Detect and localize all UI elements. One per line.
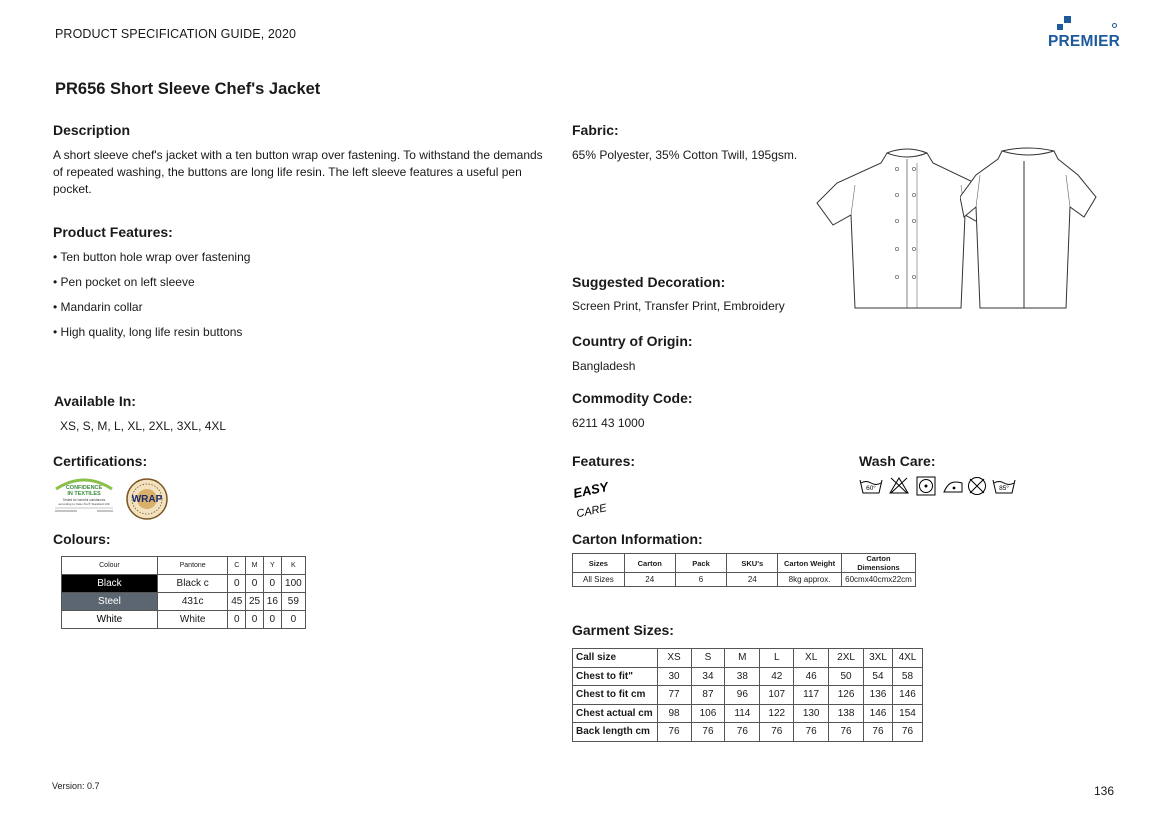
colour-k: 100 bbox=[281, 575, 305, 593]
size-row bbox=[573, 649, 923, 668]
care-text: CARE bbox=[575, 502, 608, 521]
logo-text: PREMIER bbox=[1048, 33, 1121, 50]
wrap-logo bbox=[125, 477, 169, 521]
size-cell: 46 bbox=[794, 667, 829, 686]
oeko-line: according to Oeko-Tex® Standard 100 bbox=[58, 502, 110, 506]
size-cell: 42 bbox=[760, 667, 794, 686]
oeko-line: IN TEXTILES bbox=[67, 491, 101, 497]
colours-col-header: C bbox=[228, 557, 246, 575]
feature-item: • Mandarin collar bbox=[53, 300, 143, 314]
size-cell: XL bbox=[794, 649, 829, 668]
garment-sizes-heading: Garment Sizes: bbox=[572, 622, 674, 638]
guide-title: PRODUCT SPECIFICATION GUIDE, 2020 bbox=[55, 27, 297, 41]
size-cell: 107 bbox=[760, 686, 794, 705]
carton-cell: 24 bbox=[727, 573, 778, 587]
size-cell: 2XL bbox=[829, 649, 864, 668]
tumble-dry-icon bbox=[917, 477, 935, 495]
decoration-text: Screen Print, Transfer Print, Embroidery bbox=[572, 299, 785, 313]
description-text: A short sleeve chef's jacket with a ten button wrap over fastening. To withstand the demands of repeated washing, the buttons are long life resin. The left sleeve features a useful pen pocket. bbox=[53, 148, 543, 196]
garment-sizes-table bbox=[572, 648, 923, 742]
carton-cell: 8kg approx. bbox=[778, 573, 842, 587]
size-row-label: Back length cm bbox=[573, 723, 658, 742]
colours-col-header: Colour bbox=[62, 557, 158, 575]
colours-col-header: Y bbox=[263, 557, 281, 575]
commodity-text: 6211 43 1000 bbox=[572, 416, 645, 430]
colour-m: 25 bbox=[246, 593, 264, 611]
features-icons-heading: Features: bbox=[572, 453, 636, 469]
size-row-label: Chest actual cm bbox=[573, 704, 658, 723]
premier-logo bbox=[1046, 16, 1121, 52]
wash-care-heading: Wash Care: bbox=[859, 453, 936, 469]
features-heading: Product Features: bbox=[53, 224, 173, 240]
carton-cell: 24 bbox=[624, 573, 675, 587]
size-cell: 76 bbox=[829, 723, 864, 742]
size-cell: 76 bbox=[892, 723, 922, 742]
feature-item: • Ten button hole wrap over fastening bbox=[53, 250, 251, 264]
jacket-back-illustration bbox=[960, 145, 1100, 313]
size-cell: 154 bbox=[892, 704, 922, 723]
colour-y: 0 bbox=[263, 575, 281, 593]
size-cell: 76 bbox=[760, 723, 794, 742]
size-cell: 126 bbox=[829, 686, 864, 705]
size-row-label: Chest to fit" bbox=[573, 667, 658, 686]
carton-cell: 6 bbox=[675, 573, 727, 587]
colour-row bbox=[62, 611, 306, 629]
easy-care-icon bbox=[570, 475, 610, 521]
size-cell: 76 bbox=[725, 723, 760, 742]
wash-60-icon bbox=[860, 480, 882, 493]
colour-y: 0 bbox=[263, 611, 281, 629]
size-cell: 30 bbox=[657, 667, 691, 686]
carton-col-header: Carton Weight bbox=[778, 554, 842, 573]
carton-col-header: Pack bbox=[675, 554, 727, 573]
size-cell: 87 bbox=[691, 686, 725, 705]
certifications-heading: Certifications: bbox=[53, 453, 148, 469]
size-cell: 76 bbox=[691, 723, 725, 742]
carton-col-header: Sizes bbox=[573, 554, 625, 573]
feature-item: • Pen pocket on left sleeve bbox=[53, 275, 195, 289]
oeko-line: CONFIDENCE bbox=[65, 485, 103, 491]
size-cell: 3XL bbox=[864, 649, 893, 668]
size-cell: 38 bbox=[725, 667, 760, 686]
size-cell: 98 bbox=[657, 704, 691, 723]
colour-name: Steel bbox=[62, 593, 158, 611]
no-dry-clean-icon bbox=[969, 478, 986, 495]
colour-k: 59 bbox=[281, 593, 305, 611]
size-cell: 146 bbox=[864, 704, 893, 723]
product-title: PR656 Short Sleeve Chef's Jacket bbox=[55, 80, 321, 98]
size-row bbox=[573, 686, 923, 705]
carton-col-header: SKU's bbox=[727, 554, 778, 573]
oeko-tex-logo bbox=[52, 475, 116, 515]
colour-c: 0 bbox=[228, 611, 246, 629]
carton-cell: 60cmx40cmx22cm bbox=[841, 573, 915, 587]
colour-pantone: Black c bbox=[157, 575, 228, 593]
wash-85-icon bbox=[993, 480, 1015, 493]
colour-row bbox=[62, 575, 306, 593]
carton-col-header: Carton bbox=[624, 554, 675, 573]
colours-table bbox=[61, 556, 306, 629]
size-cell: 76 bbox=[794, 723, 829, 742]
size-cell: 54 bbox=[864, 667, 893, 686]
size-cell: 106 bbox=[691, 704, 725, 723]
description-heading: Description bbox=[53, 122, 131, 138]
size-cell: XS bbox=[657, 649, 691, 668]
colours-heading: Colours: bbox=[53, 531, 111, 547]
page-number: 136 bbox=[1094, 784, 1115, 798]
size-cell: 114 bbox=[725, 704, 760, 723]
size-cell: 138 bbox=[829, 704, 864, 723]
size-cell: 76 bbox=[864, 723, 893, 742]
colour-pantone: 431c bbox=[157, 593, 228, 611]
size-cell: 130 bbox=[794, 704, 829, 723]
size-cell: M bbox=[725, 649, 760, 668]
colour-pantone: White bbox=[157, 611, 228, 629]
size-cell: 76 bbox=[657, 723, 691, 742]
available-heading: Available In: bbox=[54, 393, 136, 409]
size-cell: 122 bbox=[760, 704, 794, 723]
colour-m: 0 bbox=[246, 575, 264, 593]
size-cell: L bbox=[760, 649, 794, 668]
origin-text: Bangladesh bbox=[572, 359, 636, 373]
oeko-line: Tested for harmful substances bbox=[62, 498, 106, 502]
colour-m: 0 bbox=[246, 611, 264, 629]
colour-name: White bbox=[62, 611, 158, 629]
wash-care-icons bbox=[859, 474, 1037, 498]
wash-temp: 85° bbox=[999, 485, 1009, 492]
size-cell: 117 bbox=[794, 686, 829, 705]
wrap-text: WRAP bbox=[131, 494, 163, 505]
origin-heading: Country of Origin: bbox=[572, 333, 693, 349]
carton-cell: All Sizes bbox=[573, 573, 625, 587]
carton-col-header: Carton Dimensions bbox=[841, 554, 915, 573]
wash-temp: 60° bbox=[866, 485, 876, 492]
decoration-heading: Suggested Decoration: bbox=[572, 274, 726, 290]
size-row-label: Call size bbox=[573, 649, 658, 668]
colour-c: 0 bbox=[228, 575, 246, 593]
version-text: Version: 0.7 bbox=[52, 781, 100, 791]
size-cell: 34 bbox=[691, 667, 725, 686]
colours-col-header: M bbox=[246, 557, 264, 575]
carton-heading: Carton Information: bbox=[572, 531, 703, 547]
carton-row bbox=[573, 573, 916, 587]
colour-name: Black bbox=[62, 575, 158, 593]
easy-text: EASY bbox=[571, 478, 610, 501]
size-cell: 96 bbox=[725, 686, 760, 705]
iron-icon bbox=[944, 482, 962, 492]
size-row-label: Chest to fit cm bbox=[573, 686, 658, 705]
size-cell: 58 bbox=[892, 667, 922, 686]
size-cell: 50 bbox=[829, 667, 864, 686]
size-row bbox=[573, 723, 923, 742]
size-row bbox=[573, 667, 923, 686]
colour-y: 16 bbox=[263, 593, 281, 611]
fabric-heading: Fabric: bbox=[572, 122, 619, 138]
fabric-text: 65% Polyester, 35% Cotton Twill, 195gsm. bbox=[572, 148, 798, 162]
size-cell: 4XL bbox=[892, 649, 922, 668]
feature-item: • High quality, long life resin buttons bbox=[53, 325, 243, 339]
size-cell: 146 bbox=[892, 686, 922, 705]
available-sizes: XS, S, M, L, XL, 2XL, 3XL, 4XL bbox=[60, 419, 227, 433]
colours-col-header: K bbox=[281, 557, 305, 575]
carton-table bbox=[572, 553, 916, 587]
no-bleach-icon bbox=[890, 478, 908, 493]
colour-c: 45 bbox=[228, 593, 246, 611]
size-row bbox=[573, 704, 923, 723]
colour-k: 0 bbox=[281, 611, 305, 629]
size-cell: 77 bbox=[657, 686, 691, 705]
size-cell: 136 bbox=[864, 686, 893, 705]
colour-row bbox=[62, 593, 306, 611]
commodity-heading: Commodity Code: bbox=[572, 390, 693, 406]
colours-col-header: Pantone bbox=[157, 557, 228, 575]
size-cell: S bbox=[691, 649, 725, 668]
